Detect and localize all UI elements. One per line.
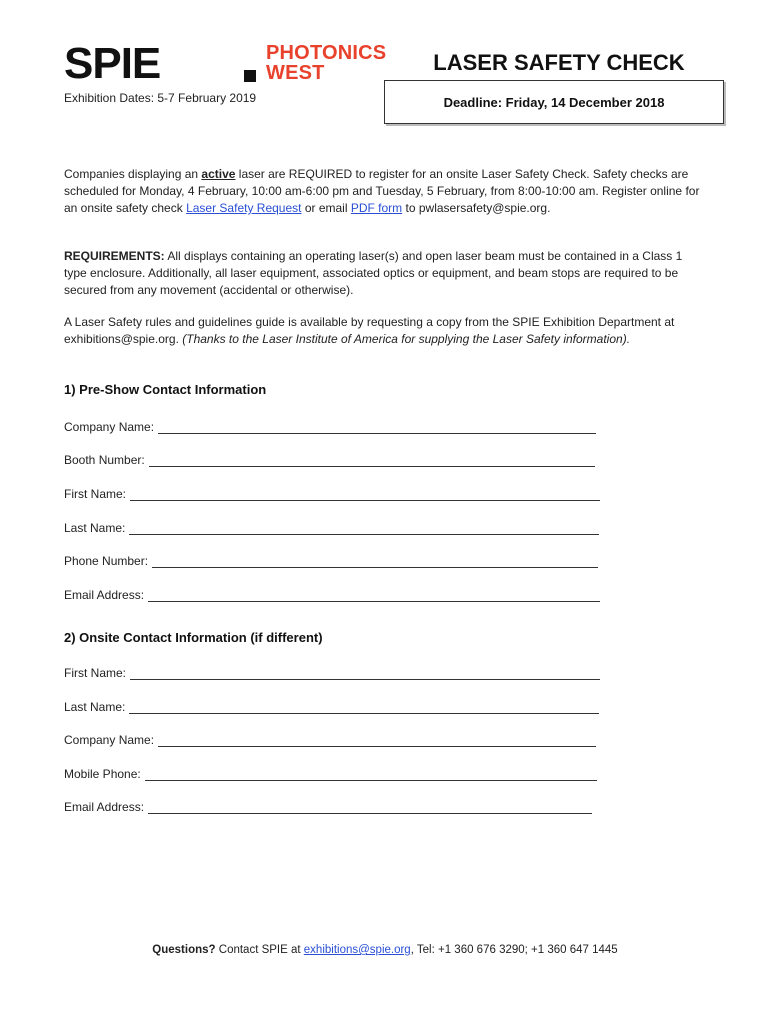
intro-text-c: or email [301, 201, 351, 215]
intro-text-d: to pwlasersafety@spie.org. [402, 201, 551, 215]
spie-photonics-west-logo [64, 39, 387, 88]
field-first-name [64, 487, 600, 501]
intro-paragraph [64, 166, 704, 217]
requirements-paragraph [64, 248, 704, 299]
field-phone-number [64, 554, 598, 568]
pdf-form-link[interactable]: PDF form [350, 201, 403, 215]
last-name-input-line[interactable] [129, 524, 599, 535]
logo-photonics-text: PHOTONICS [266, 42, 387, 64]
field-label: Company Name: [64, 420, 155, 434]
field-last-name [64, 521, 599, 535]
footer-questions [0, 944, 770, 956]
booth-number-input-line[interactable] [149, 456, 595, 467]
onsite-first-name-input-line[interactable] [130, 669, 600, 680]
guidelines-thanks: (Thanks to the Laser Institute of America for supplying the Laser Safety information). [182, 332, 631, 346]
phone-number-input-line[interactable] [152, 557, 598, 568]
onsite-last-name-input-line[interactable] [129, 703, 599, 714]
deadline-box [384, 80, 724, 124]
questions-label: Questions? [152, 944, 216, 956]
logo-west-text: WEST [266, 62, 325, 84]
requirements-text: All displays containing an operating laser(s) and open laser beam must be contained in a Class 1 type enclosure. Additionally, all laser equipment, associated optics or equipment, and beam stops are required to be secured from any movement (accidental or otherwise). [64, 249, 683, 297]
requirements-label: REQUIREMENTS: [64, 249, 165, 263]
field-label: Mobile Phone: [64, 767, 141, 781]
logo-spie-text: SPIE [64, 39, 161, 88]
exhibitions-email-link[interactable]: exhibitions@spie.org [303, 944, 411, 956]
field-onsite-last-name [64, 700, 599, 714]
field-label: First Name: [64, 487, 127, 501]
field-label: Company Name: [64, 733, 155, 747]
footer-text-b: , Tel: +1 360 676 3290; +1 360 647 1445 [410, 944, 618, 956]
company-name-input-line[interactable] [158, 423, 596, 434]
intro-text-a: Companies displaying an [64, 167, 202, 181]
field-label: Last Name: [64, 521, 126, 535]
active-emphasis: active [201, 167, 236, 181]
field-onsite-company-name [64, 733, 596, 747]
logo-photonics-west [266, 43, 386, 83]
mobile-phone-input-line[interactable] [145, 770, 597, 781]
field-onsite-first-name [64, 666, 600, 680]
guidelines-paragraph [64, 314, 704, 348]
laser-safety-request-link[interactable]: Laser Safety Request [186, 201, 302, 215]
field-company-name [64, 420, 596, 434]
field-booth-number [64, 453, 595, 467]
field-label: First Name: [64, 666, 127, 680]
onsite-company-name-input-line[interactable] [158, 736, 596, 747]
field-label: Last Name: [64, 700, 126, 714]
field-label: Booth Number: [64, 453, 145, 467]
footer-text-a: Contact SPIE at [215, 944, 304, 956]
field-email-address [64, 588, 600, 602]
intro-text-b: laser are REQUIRED to register for an onsite Laser Safety Check. Safety checks are scheduled for Monday, 4 February, 10:00 am-6:00 pm and Tuesday, 5 February, from 8:00-10:00 am. Register online for an onsite safety check [64, 167, 700, 215]
field-label: Email Address: [64, 800, 145, 814]
email-address-input-line[interactable] [148, 591, 600, 602]
page-title: LASER SAFETY CHECK [433, 50, 685, 75]
exhibition-dates: Exhibition Dates: 5-7 February 2019 [64, 91, 257, 105]
guidelines-text: A Laser Safety rules and guidelines guide is available by requesting a copy from the SPIE Exhibition Department at exhibitions@spie.org. [64, 315, 675, 346]
field-mobile-phone [64, 767, 597, 781]
section-onsite-title: 2) Onsite Contact Information (if different) [64, 630, 323, 645]
section-pre-show-title: 1) Pre-Show Contact Information [64, 382, 267, 397]
first-name-input-line[interactable] [130, 490, 600, 501]
field-label: Phone Number: [64, 554, 149, 568]
field-label: Email Address: [64, 588, 145, 602]
logo-dot [244, 70, 256, 82]
field-onsite-email-address [64, 800, 592, 814]
onsite-email-address-input-line[interactable] [148, 803, 592, 814]
deadline-text: Deadline: Friday, 14 December 2018 [443, 94, 665, 110]
